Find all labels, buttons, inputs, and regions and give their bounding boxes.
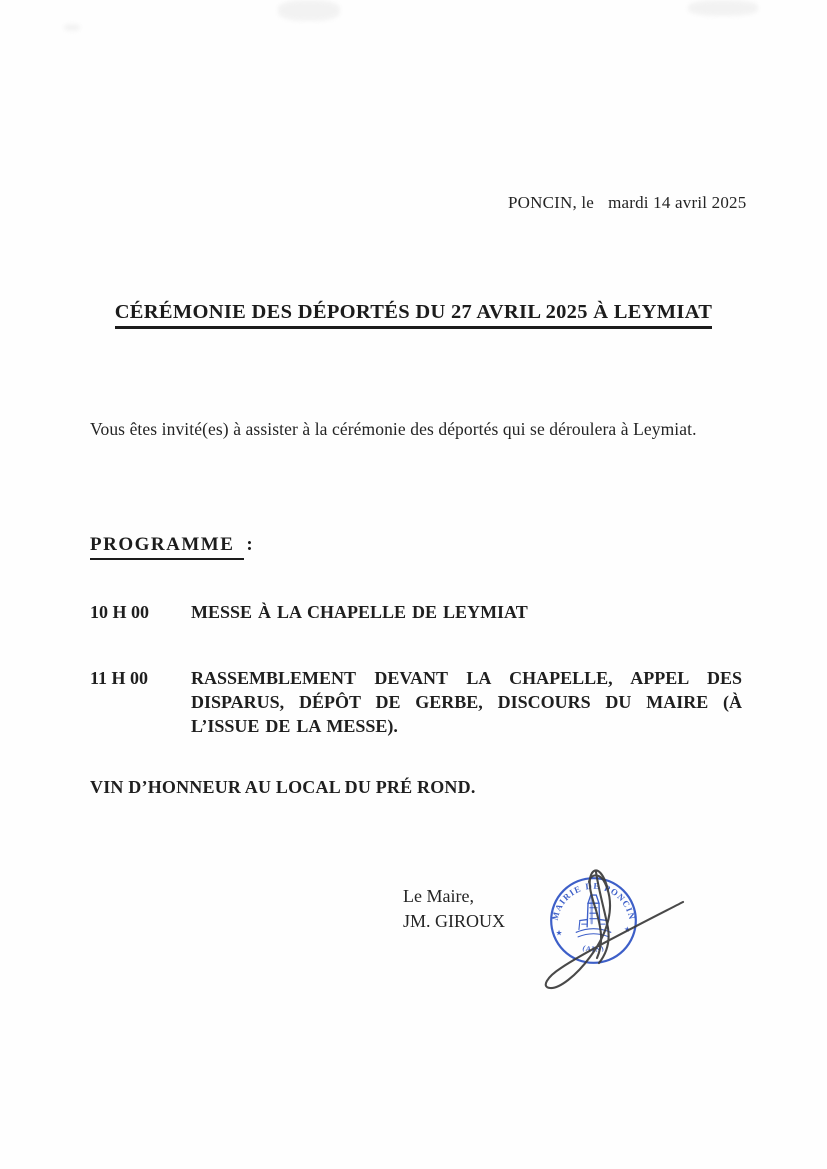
document-title-text: CÉRÉMONIE DES DÉPORTÉS DU 27 AVRIL 2025 À LEYMIAT xyxy=(115,301,713,329)
scan-artifact xyxy=(64,24,80,31)
stamp-star-right-icon: ★ xyxy=(624,926,631,934)
dateline-date: mardi 14 avril 2025 xyxy=(608,193,747,212)
stamp-star-left-icon: ★ xyxy=(556,930,562,938)
signature-stroke xyxy=(546,875,683,988)
dateline-place: PONCIN, le xyxy=(508,193,595,212)
intro-paragraph: Vous êtes invité(es) à assister à la cérémonie des déportés qui se déroulera à Leymiat. xyxy=(90,419,697,439)
signature-role: Le Maire, xyxy=(403,886,474,906)
scan-artifact xyxy=(688,0,758,16)
schedule-activity: RASSEMBLEMENT DEVANT LA CHAPELLE, APPEL DES DISPARUS, DÉPÔT DE GERBE, DISCOURS DU MAIRE (À L’ISSUE DE LA MESSE). xyxy=(191,668,742,736)
handwritten-signature xyxy=(495,855,710,1005)
signature-block xyxy=(403,884,505,934)
programme-heading-colon: : xyxy=(246,534,253,555)
document-title xyxy=(0,301,827,329)
scan-artifact xyxy=(278,0,340,21)
programme-heading-label: PROGRAMME xyxy=(90,534,244,560)
signature-name: JM. GIROUX xyxy=(403,911,506,931)
closing-line: VIN D’HONNEUR AU LOCAL DU PRÉ ROND. xyxy=(90,777,476,797)
schedule-item xyxy=(90,666,742,738)
schedule-item xyxy=(90,600,742,624)
stamp-arc-bottom-text: (AIN) xyxy=(581,942,606,954)
stamp-arc-top-text: MAIRIE DE PONCIN xyxy=(549,880,638,922)
programme-heading xyxy=(90,534,253,560)
schedule-activity: MESSE À LA CHAPELLE DE LEYMIAT xyxy=(191,602,528,622)
dateline xyxy=(508,193,746,213)
schedule-time: 10 H 00 xyxy=(90,602,150,622)
schedule-time: 11 H 00 xyxy=(90,668,149,688)
